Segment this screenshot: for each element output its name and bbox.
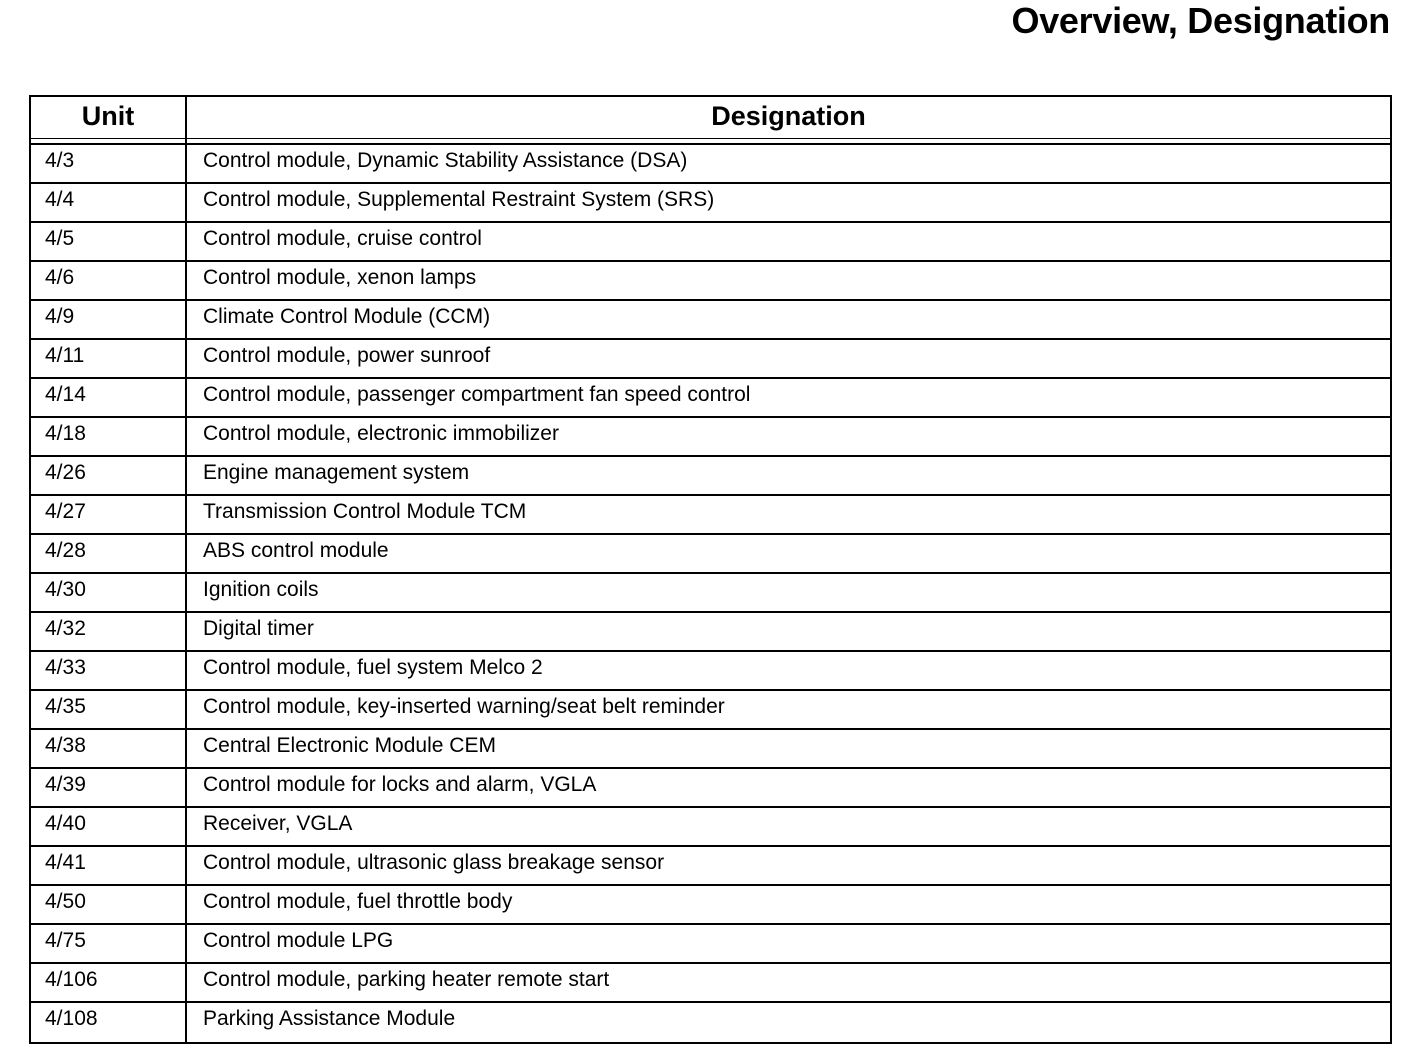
designation-column-header: Designation: [711, 101, 866, 131]
designation-cell: Engine management system: [203, 461, 470, 484]
designation-cell: Control module, passenger compartment fan speed control: [203, 383, 751, 406]
unit-cell: 4/11: [31, 340, 187, 377]
designation-cell: Climate Control Module (CCM): [203, 305, 491, 328]
unit-cell: 4/18: [31, 418, 187, 455]
designation-cell: Control module, fuel system Melco 2: [203, 656, 543, 679]
unit-cell: 4/5: [31, 223, 187, 260]
table-row: [31, 1003, 1390, 1042]
table-row: [31, 925, 1390, 964]
table-row: [31, 223, 1390, 262]
table-row: [31, 886, 1390, 925]
table-row: [31, 457, 1390, 496]
table-row: [31, 847, 1390, 886]
unit-cell: 4/26: [31, 457, 187, 494]
unit-cell: 4/106: [31, 964, 187, 1001]
unit-cell: 4/75: [31, 925, 187, 962]
designation-cell: Control module, key-inserted warning/seat belt reminder: [203, 695, 725, 718]
table-row: [31, 769, 1390, 808]
unit-cell: 4/9: [31, 301, 187, 338]
unit-cell: 4/38: [31, 730, 187, 767]
unit-cell: 4/28: [31, 535, 187, 572]
unit-cell: 4/6: [31, 262, 187, 299]
table-row: [31, 691, 1390, 730]
unit-cell: 4/32: [31, 613, 187, 650]
table-row: [31, 496, 1390, 535]
page-title: Overview, Designation: [1011, 0, 1390, 41]
designation-cell: Parking Assistance Module: [203, 1007, 456, 1030]
designation-cell: Control module, xenon lamps: [203, 266, 477, 289]
unit-column-header: Unit: [31, 97, 187, 138]
designation-cell: Central Electronic Module CEM: [203, 734, 496, 757]
designation-cell: Receiver, VGLA: [203, 812, 353, 835]
unit-cell: 4/30: [31, 574, 187, 611]
table-row: [31, 184, 1390, 223]
table-body: [31, 145, 1390, 1042]
unit-cell: 4/50: [31, 886, 187, 923]
designation-cell: Control module, Supplemental Restraint System (SRS): [203, 188, 715, 211]
unit-cell: 4/40: [31, 808, 187, 845]
table-row: [31, 652, 1390, 691]
table-row: [31, 301, 1390, 340]
table-row: [31, 418, 1390, 457]
designation-cell: Control module, ultrasonic glass breakage sensor: [203, 851, 665, 874]
designation-cell: Control module, fuel throttle body: [203, 890, 513, 913]
designation-cell: Control module, parking heater remote start: [203, 968, 610, 991]
designation-cell: ABS control module: [203, 539, 389, 562]
unit-cell: 4/39: [31, 769, 187, 806]
designation-cell: Control module LPG: [203, 929, 394, 952]
designation-cell: Transmission Control Module TCM: [203, 500, 527, 523]
table-row: [31, 340, 1390, 379]
table-row: [31, 964, 1390, 1003]
designation-cell: Control module for locks and alarm, VGLA: [203, 773, 597, 796]
table-row: [31, 574, 1390, 613]
unit-cell: 4/33: [31, 652, 187, 689]
unit-cell: 4/27: [31, 496, 187, 533]
designation-cell: Control module, electronic immobilizer: [203, 422, 559, 445]
table-row: [31, 535, 1390, 574]
unit-cell: 4/14: [31, 379, 187, 416]
table-row: [31, 730, 1390, 769]
unit-cell: 4/4: [31, 184, 187, 221]
designation-cell: Control module, power sunroof: [203, 344, 491, 367]
unit-cell: 4/108: [31, 1003, 187, 1042]
table-row: [31, 808, 1390, 847]
designation-cell: Digital timer: [203, 617, 314, 640]
table-row: [31, 613, 1390, 652]
designation-cell: Control module, cruise control: [203, 227, 482, 250]
designation-cell: Ignition coils: [203, 578, 319, 601]
designation-cell: Control module, Dynamic Stability Assistance (DSA): [203, 149, 688, 172]
designation-table: [29, 95, 1392, 1044]
table-row: [31, 379, 1390, 418]
unit-cell: 4/41: [31, 847, 187, 884]
unit-cell: 4/35: [31, 691, 187, 728]
table-row: [31, 262, 1390, 301]
unit-cell: 4/3: [31, 145, 187, 182]
table-header: [31, 97, 1390, 139]
table-row: [31, 145, 1390, 184]
